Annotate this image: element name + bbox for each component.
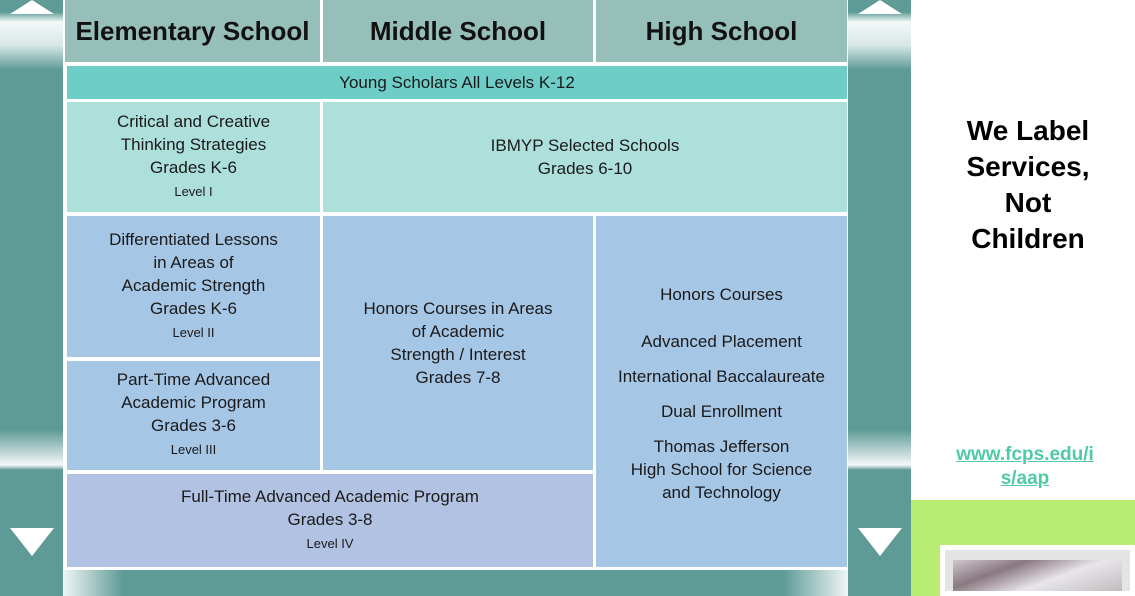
text: Grades 3-6 — [150, 416, 237, 435]
differentiated-cell — [67, 216, 320, 357]
high-school-cell — [596, 216, 847, 567]
text: Children — [971, 223, 1085, 254]
part-time-cell — [67, 361, 320, 470]
text: Academic Program — [121, 393, 266, 412]
up-triangle-icon — [858, 0, 902, 14]
text: of Academic — [411, 322, 505, 341]
text: Thomas Jefferson — [653, 437, 790, 456]
link-text[interactable]: s/aap — [1000, 468, 1050, 489]
honors-middle-cell — [323, 216, 593, 470]
text: Services, — [966, 151, 1090, 182]
bottom-decor-strip — [63, 570, 848, 596]
text: Part-Time Advanced — [116, 370, 271, 389]
text: International Baccalaureate — [618, 367, 825, 386]
text: Differentiated Lessons — [109, 229, 278, 249]
text: Honors Courses — [660, 285, 783, 304]
text: Grades K-6 — [150, 298, 237, 318]
header-high: High School — [596, 0, 847, 62]
text: Grades K-6 — [150, 157, 237, 177]
full-time-cell — [67, 474, 593, 567]
link-text[interactable]: www.fcps.edu/i — [956, 444, 1094, 465]
text: and Technology — [662, 483, 781, 502]
text: Grades 3-8 — [287, 509, 373, 529]
text: High School for Science — [630, 460, 813, 479]
ibmyp-cell — [323, 102, 847, 212]
left-decor-strip — [0, 0, 63, 596]
level-label: Level III — [170, 442, 217, 457]
aap-link[interactable] — [940, 443, 1110, 491]
text: Dual Enrollment — [661, 402, 782, 421]
text: Thinking Strategies — [120, 134, 267, 154]
header-elementary: Elementary School — [65, 0, 320, 62]
down-triangle-icon — [10, 528, 54, 556]
text: Academic Strength — [121, 275, 266, 295]
level-label: Level II — [172, 324, 215, 340]
photo-image — [953, 560, 1122, 591]
text: Full-Time Advanced Academic Program — [181, 486, 479, 506]
text: Grades 7-8 — [415, 368, 501, 387]
text: Critical and Creative — [116, 111, 271, 131]
level-label: Level IV — [306, 535, 354, 551]
up-triangle-icon — [10, 0, 54, 14]
text: Not — [1004, 187, 1052, 218]
slogan — [911, 113, 1135, 257]
down-triangle-icon — [858, 528, 902, 556]
text: IBMYP Selected Schools — [490, 136, 680, 155]
text: Strength / Interest — [390, 345, 526, 364]
young-scholars-row: Young Scholars All Levels K-12 — [67, 66, 847, 99]
cct-cell — [67, 102, 320, 212]
level-label: Level I — [174, 183, 213, 199]
text: Grades 6-10 — [537, 159, 633, 178]
text: in Areas of — [153, 252, 234, 272]
right-decor-strip — [848, 0, 911, 596]
header-middle: Middle School — [323, 0, 593, 62]
text: Advanced Placement — [641, 332, 802, 351]
photo-thumbnail — [940, 545, 1135, 596]
text: Honors Courses in Areas — [363, 299, 553, 318]
text: We Label — [966, 115, 1090, 146]
